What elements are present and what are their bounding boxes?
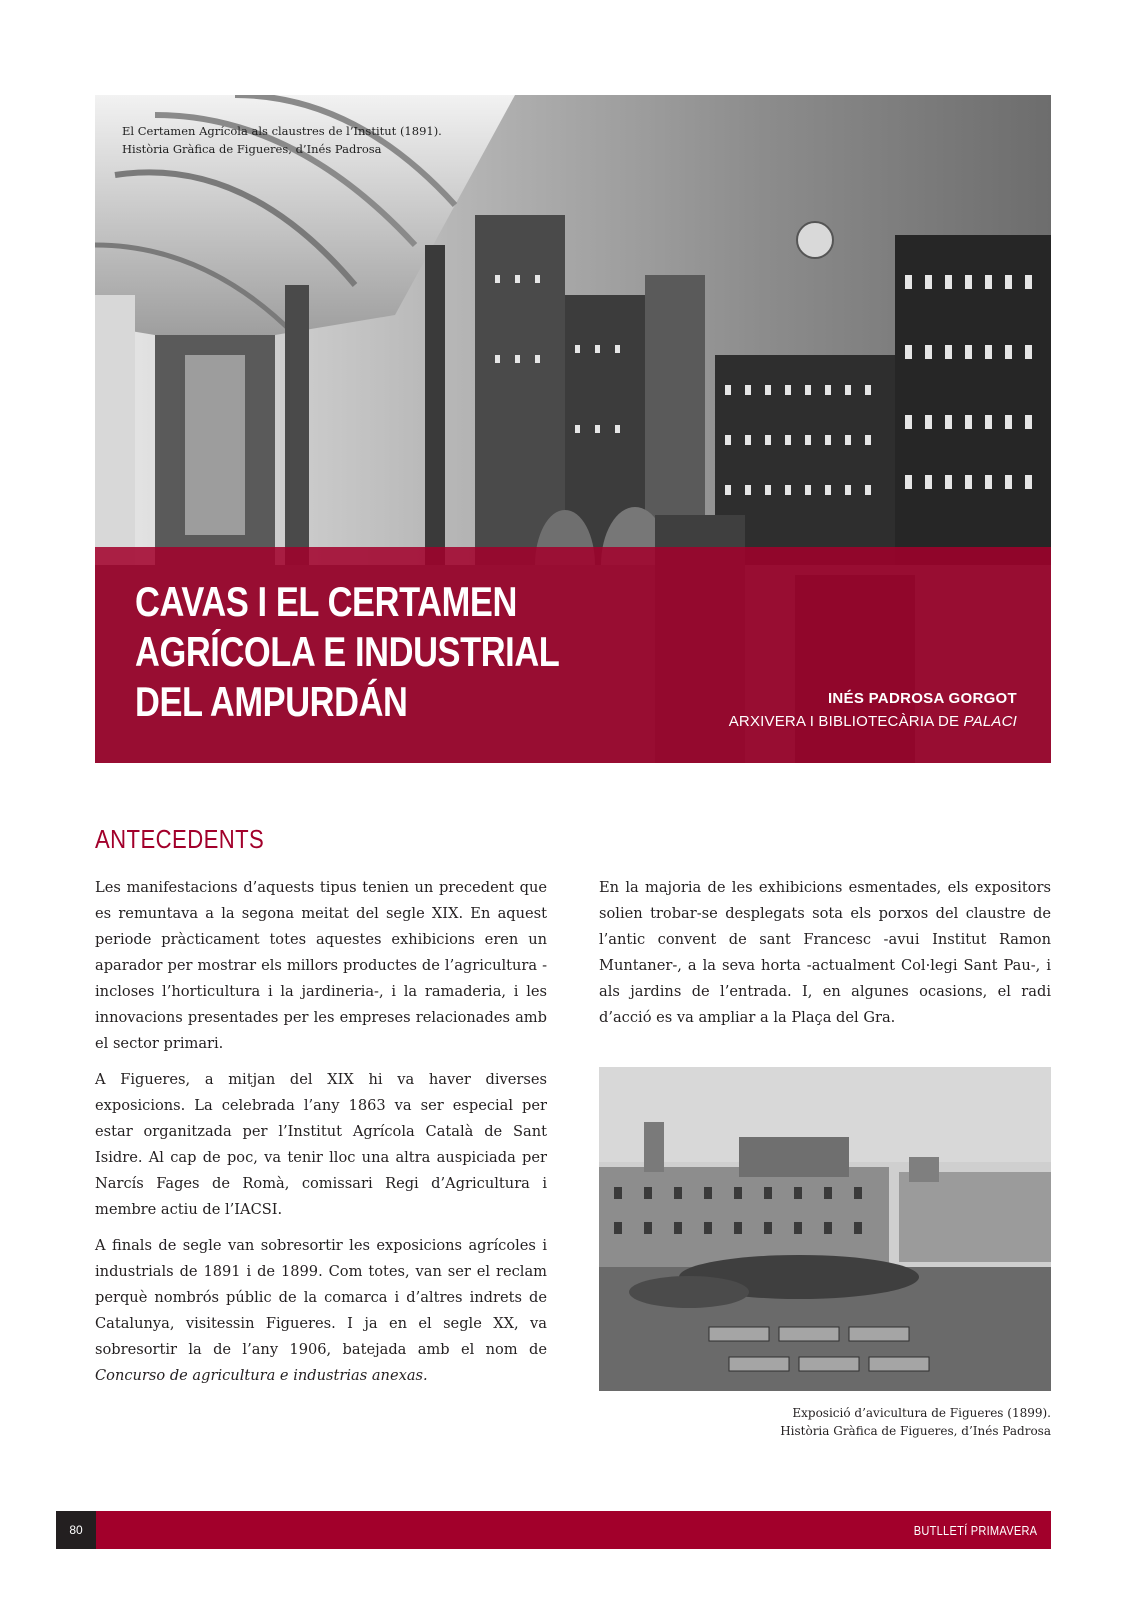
title-line-1: CAVAS I EL CERTAMEN — [135, 578, 517, 625]
section-heading: ANTECEDENTS — [95, 824, 265, 854]
author-name: INÉS PADROSA GORGOT — [827, 690, 1017, 707]
title-line-2: AGRÍCOLA E INDUSTRIAL — [135, 628, 560, 675]
hero-caption-line-1: El Certamen Agrícola als claustres de l’Institut (1891). — [122, 124, 442, 138]
paragraph — [95, 1233, 547, 1389]
hero-photo-caption — [122, 122, 442, 158]
publication-label: BUTLLETÍ PRIMAVERA — [913, 1523, 1037, 1538]
poultry-exhibition-illustration — [599, 1067, 1051, 1391]
hero-figure — [95, 95, 1051, 763]
paragraph-italic-title: Concurso de agricultura e industrias anexas. — [95, 1367, 428, 1384]
right-column — [599, 875, 1051, 1041]
author-role-prefix: ARXIVERA I BIBLIOTECÀRIA DE — [728, 713, 964, 730]
poultry-exhibition-photo — [599, 1067, 1051, 1391]
paragraph: En la majoria de les exhibicions esmentades, els expositors solien trobar-se desplegats sota els porxos del claustre de l’antic convent de sant Francesc -avui Institut Ramon Muntaner-, a la seva horta -actualment Col·legi Sant Pau-, i als jardins de l’entrada. I, en algunes ocasions, el radi d’acció es va ampliar a la Plaça del Gra. — [599, 879, 1051, 1026]
paragraph: Les manifestacions d’aquests tipus tenien un precedent que es remuntava a la segona meitat del segle XIX. En aquest periode pràcticament totes aquestes exhibicions eren un aparador per mostrar els millors productes de l’agricultura -incloses l’horticultura i la jardineria-, i la ramaderia, i les innovacions presentades per les empreses relacionades amb el sector primari. — [95, 879, 547, 1052]
paragraph: A Figueres, a mitjan del XIX hi va haver diverses exposicions. La celebrada l’any 1863 va ser especial per estar organitzada per l’Institut Agrícola Català de Sant Isidre. Al cap de poc, va tenir lloc una altra auspiciada per Narcís Fages de Romà, comissari Regi d’Agricultura i membre actiu de l’IACSI. — [95, 1071, 547, 1218]
poultry-caption-line-2: Història Gràfica de Figueres, d’Inés Padrosa — [780, 1424, 1051, 1438]
title-band — [95, 547, 1051, 763]
author-role-org: PALACI — [963, 713, 1017, 730]
title-line-3: DEL AMPURDÁN — [135, 678, 408, 725]
footer-bar — [96, 1511, 1051, 1549]
poultry-caption-line-1: Exposició d’avicultura de Figueres (1899). — [792, 1406, 1051, 1420]
author-block — [729, 687, 1017, 733]
poultry-photo-caption — [780, 1404, 1051, 1440]
left-column — [95, 875, 547, 1399]
page-number: 80 — [56, 1511, 96, 1549]
paragraph-text: A finals de segle van sobresortir les exposicions agrícoles i industrials de 1891 i de 1899. Com totes, van ser el reclam perquè nombrós públic de la comarca i d’altres indrets de Catalunya, visitessin Figueres. I ja en el segle XX, va sobresortir la de l’any 1906, batejada amb el nom de — [95, 1237, 547, 1358]
article-title — [135, 577, 559, 727]
hero-caption-line-2: Història Gràfica de Figueres, d’Inés Padrosa — [122, 142, 382, 156]
author-role — [729, 710, 1017, 733]
